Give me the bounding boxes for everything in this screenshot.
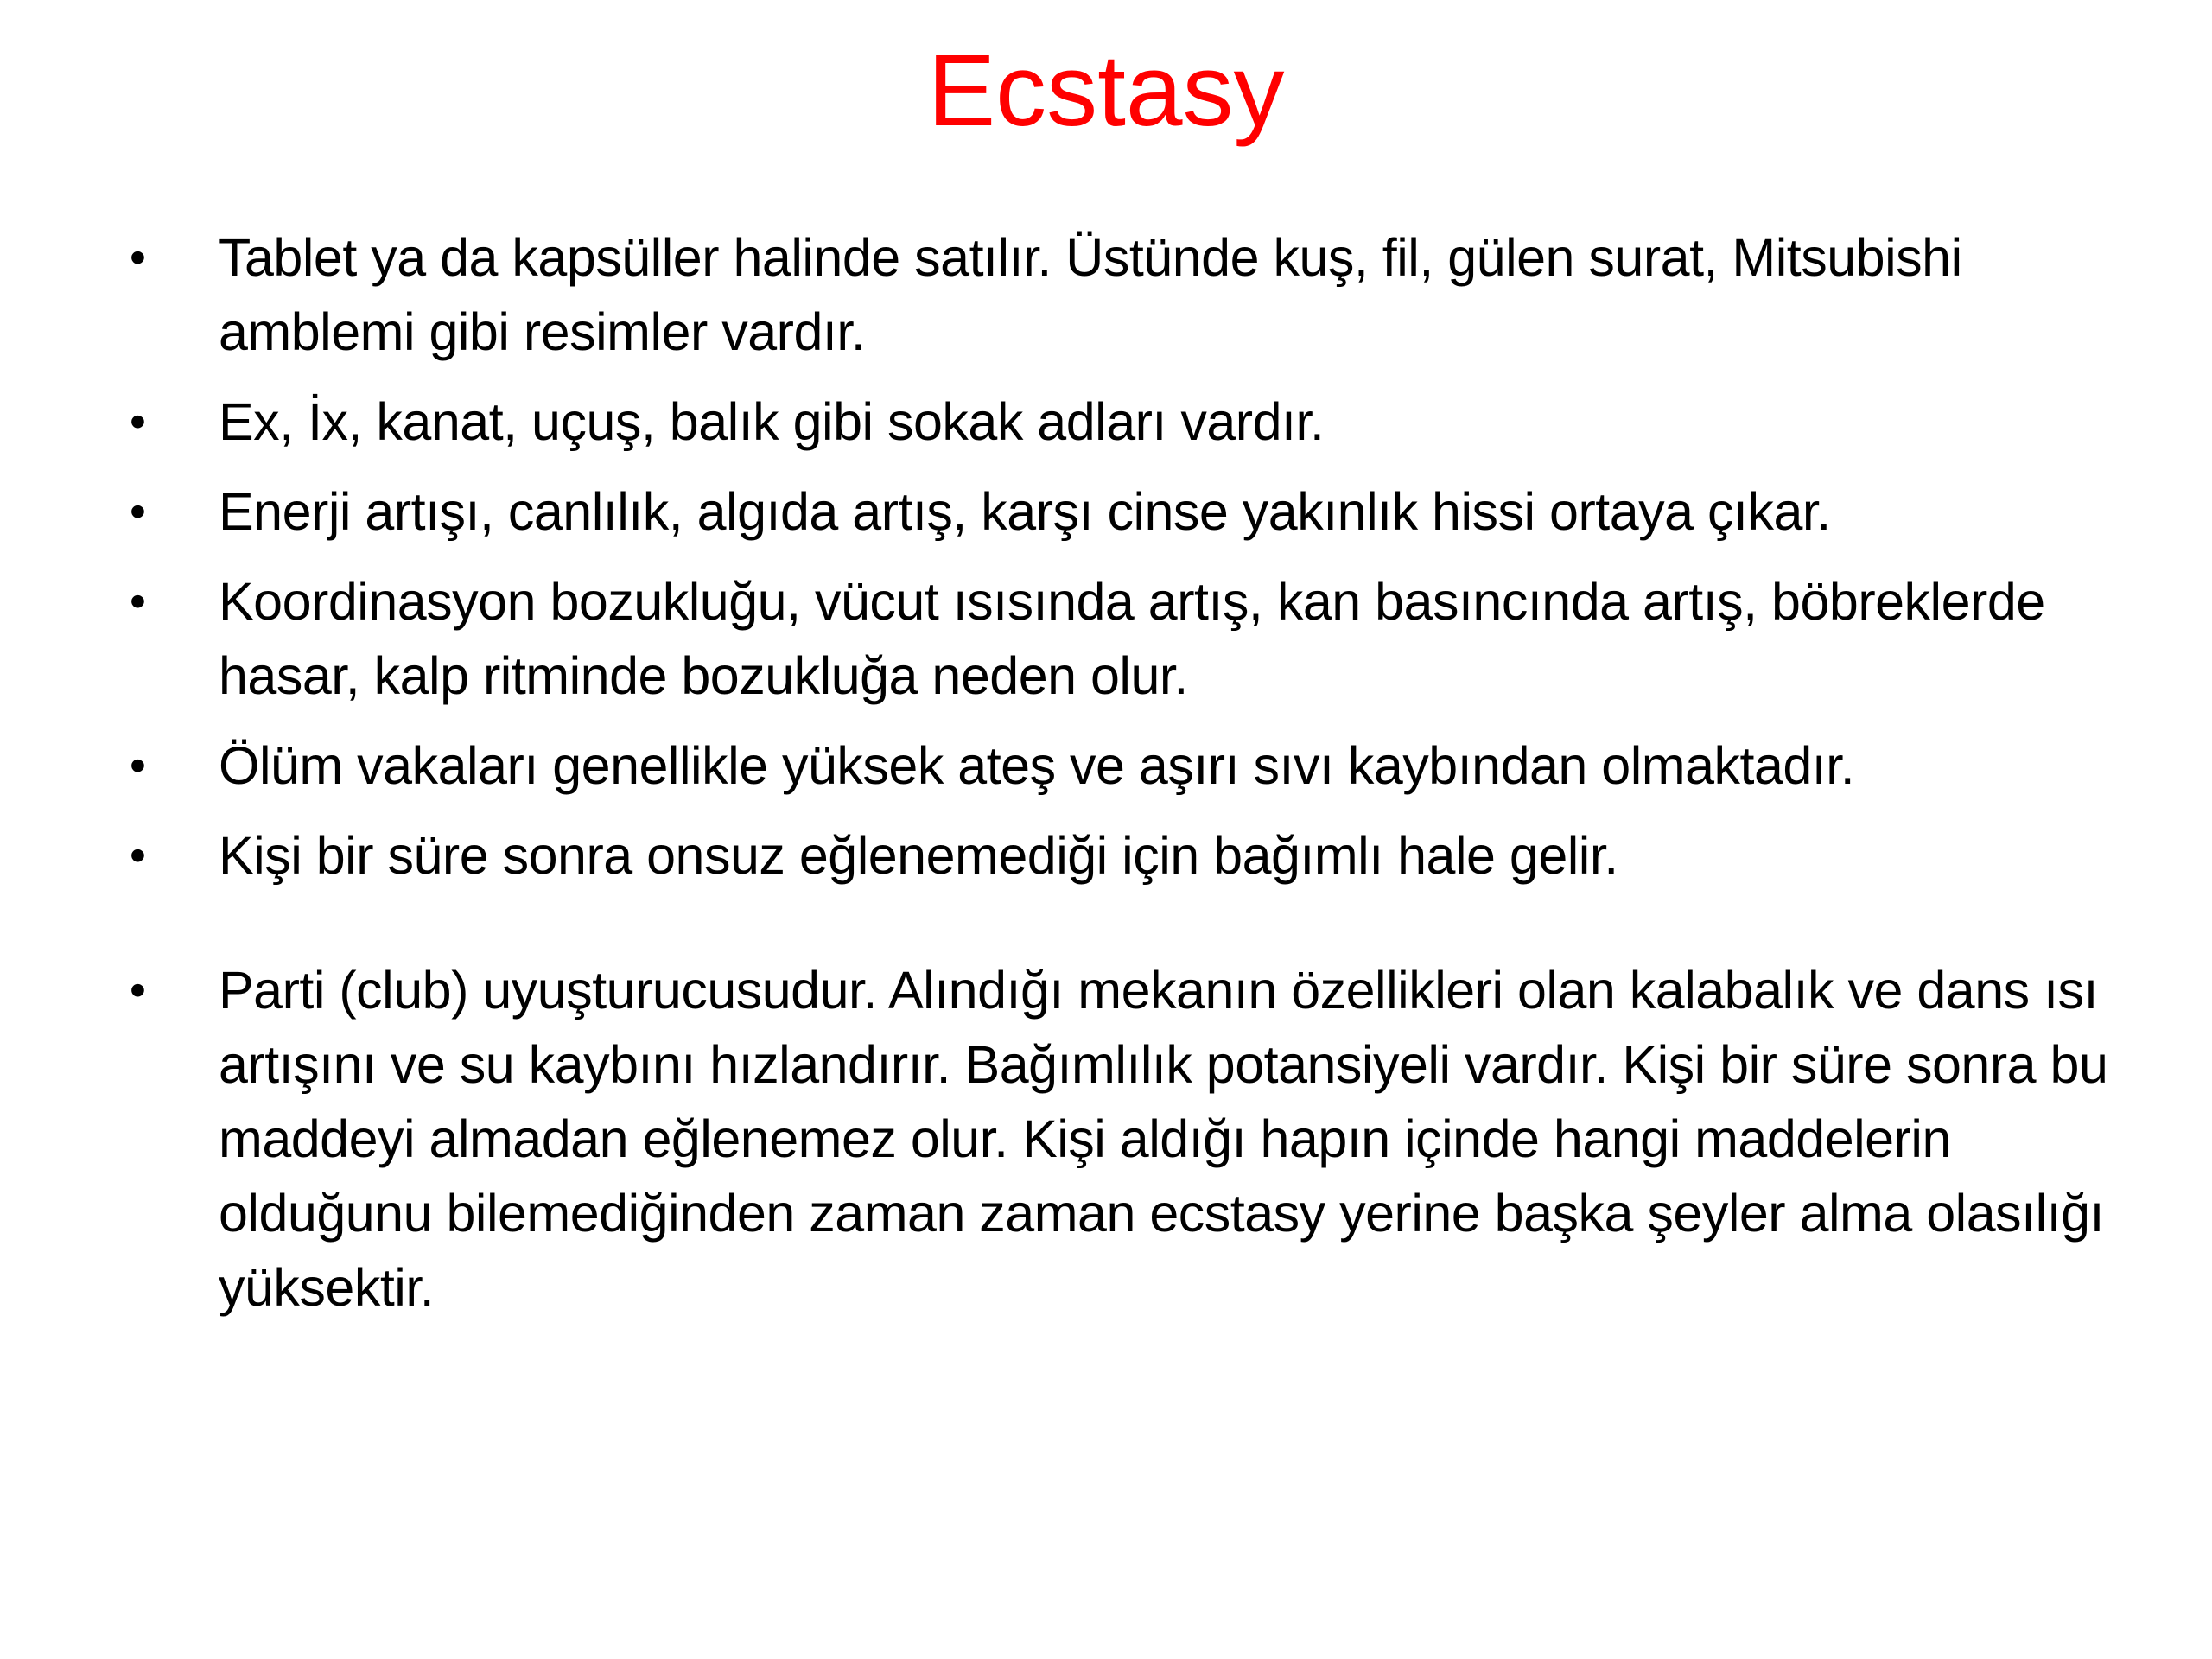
list-item-text: Ölüm vakaları genellikle yüksek ateş ve aşırı sıvı kaybından olmaktadır. <box>219 736 1855 795</box>
bullet-icon: • <box>130 575 146 627</box>
bullet-icon: • <box>130 396 146 448</box>
list-item <box>130 953 2117 1325</box>
bullet-icon: • <box>130 486 146 537</box>
list-item-text: Ex, İx, kanat, uçuş, balık gibi sokak adları vardır. <box>219 392 1325 451</box>
list-item <box>130 474 2117 549</box>
bullet-list <box>130 220 2117 1340</box>
bullet-icon: • <box>130 740 146 791</box>
list-item-text: Kişi bir süre sonra onsuz eğlenemediği için bağımlı hale gelir. <box>219 826 1618 885</box>
list-item <box>130 385 2117 459</box>
list-item-text: Koordinasyon bozukluğu, vücut ısısında artış, kan basıncında artış, böbreklerde hasar, kalp ritminde bozukluğa neden olur. <box>219 572 2045 705</box>
list-item-text: Tablet ya da kapsüller halinde satılır. Üstünde kuş, fil, gülen surat, Mitsubishi amblemi gibi resimler vardır. <box>219 228 1962 361</box>
list-item <box>130 818 2117 893</box>
list-item-text: Parti (club) uyuşturucusudur. Alındığı mekanın özellikleri olan kalabalık ve dans ısı artışını ve su kaybını hızlandırır. Bağımlılık potansiyeli vardır. Kişi bir süre sonra bu maddeyi almadan eğlenemez olur. Kişi aldığı hapın içinde hangi maddelerin olduğunu bilemediğinden zaman zaman ecstasy yerine başka şeyler alma olasılığı yüksektir. <box>219 961 2108 1317</box>
list-item-text: Enerji artışı, canlılık, algıda artış, karşı cinse yakınlık hissi ortaya çıkar. <box>219 482 1831 541</box>
list-item <box>130 728 2117 803</box>
list-item <box>130 220 2117 369</box>
slide-title: Ecstasy <box>927 34 1285 148</box>
bullet-icon: • <box>130 232 146 283</box>
bullet-icon: • <box>130 964 146 1016</box>
list-item <box>130 564 2117 713</box>
bullet-icon: • <box>130 830 146 881</box>
